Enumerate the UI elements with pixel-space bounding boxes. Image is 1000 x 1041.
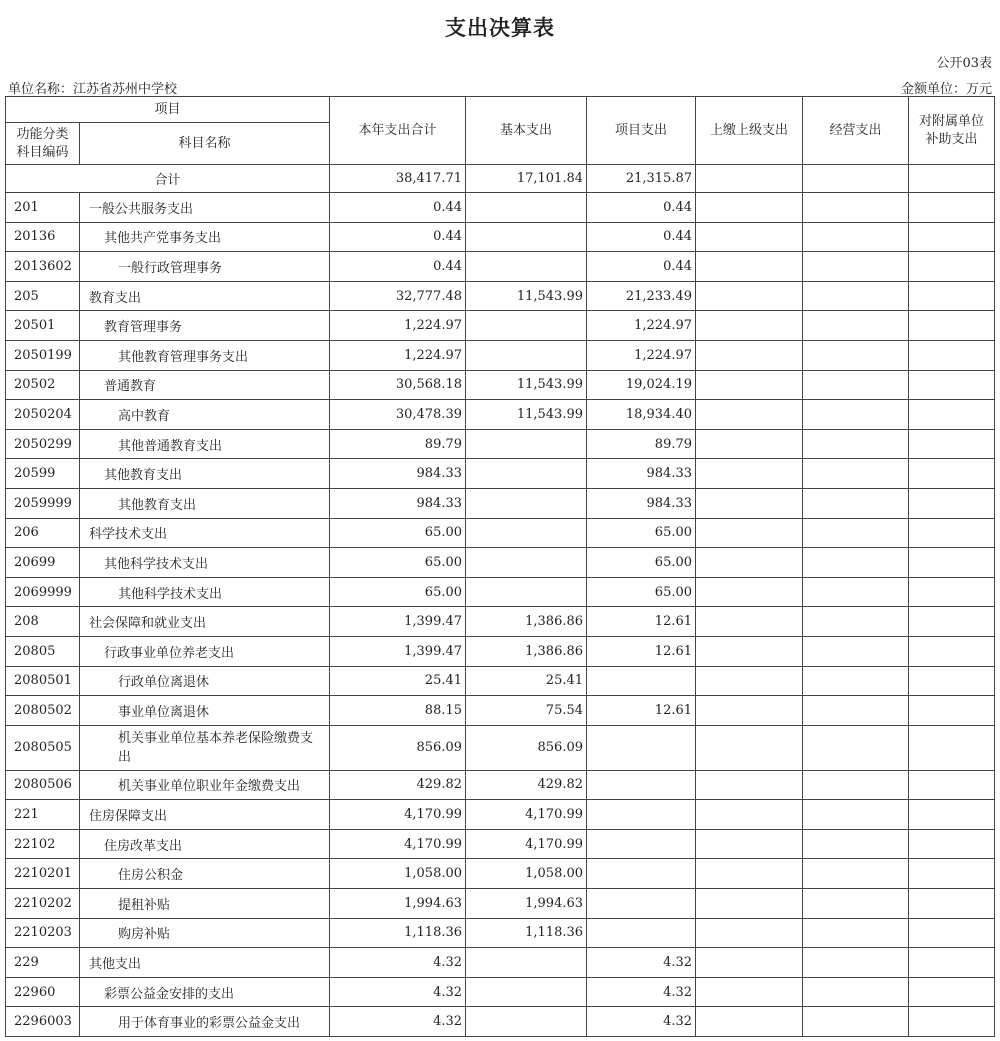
project-cell [587, 889, 696, 919]
project-cell: 89.79 [587, 429, 696, 459]
basic-cell: 1,386.86 [466, 607, 587, 637]
code-cell: 20501 [6, 311, 80, 341]
business-cell [803, 1007, 909, 1037]
subject-name-cell: 科学技术支出 [80, 518, 330, 548]
total-cell: 984.33 [330, 488, 466, 518]
total-label: 合计 [6, 165, 330, 193]
total-cell: 984.33 [330, 459, 466, 489]
upper-cell [696, 636, 803, 666]
subject-name-cell: 其他教育支出 [80, 488, 330, 518]
total-cell: 1,118.36 [330, 918, 466, 948]
basic-cell: 1,386.86 [466, 636, 587, 666]
upper-cell [696, 977, 803, 1007]
basic-cell [466, 193, 587, 223]
upper-cell [696, 800, 803, 830]
basic-cell: 429.82 [466, 770, 587, 800]
affiliated-cell [909, 459, 995, 489]
total-cell: 65.00 [330, 518, 466, 548]
basic-cell [466, 340, 587, 370]
code-cell: 20599 [6, 459, 80, 489]
total-cell: 1,994.63 [330, 889, 466, 919]
business-cell [803, 311, 909, 341]
subject-name-cell: 事业单位离退休 [80, 696, 330, 726]
affiliated-cell [909, 696, 995, 726]
upper-cell [696, 281, 803, 311]
total-cell: 856.09 [330, 725, 466, 770]
upper-cell [696, 429, 803, 459]
upper-cell [696, 1007, 803, 1037]
subject-name-cell: 用于体育事业的彩票公益金支出 [80, 1007, 330, 1037]
code-cell: 2080506 [6, 770, 80, 800]
basic-cell [466, 548, 587, 578]
unit-name-label: 单位名称：江苏省苏州中学校 [8, 82, 178, 97]
header-affiliated: 对附属单位补助支出 [909, 97, 995, 165]
affiliated-cell [909, 977, 995, 1007]
total-cell: 25.41 [330, 666, 466, 696]
basic-cell: 1,118.36 [466, 918, 587, 948]
upper-cell [696, 252, 803, 282]
table-row [6, 607, 995, 637]
code-cell: 201 [6, 193, 80, 223]
project-cell: 65.00 [587, 518, 696, 548]
business-cell [803, 636, 909, 666]
subject-name-cell: 其他教育支出 [80, 459, 330, 489]
project-cell [587, 800, 696, 830]
project-cell [587, 859, 696, 889]
business-cell [803, 459, 909, 489]
subject-name-cell: 彩票公益金安排的支出 [80, 977, 330, 1007]
code-cell: 20136 [6, 222, 80, 252]
affiliated-cell [909, 725, 995, 770]
business-cell [803, 977, 909, 1007]
code-cell: 2050299 [6, 429, 80, 459]
basic-cell [466, 1007, 587, 1037]
business-cell [803, 340, 909, 370]
total-cell: 4.32 [330, 977, 466, 1007]
upper-cell [696, 518, 803, 548]
upper-cell [696, 577, 803, 607]
basic-cell [466, 222, 587, 252]
basic-cell: 11,543.99 [466, 370, 587, 400]
project-cell [587, 829, 696, 859]
upper-cell [696, 607, 803, 637]
business-cell [803, 725, 909, 770]
total-cell: 65.00 [330, 577, 466, 607]
basic-cell: 25.41 [466, 666, 587, 696]
subject-name-cell: 其他科学技术支出 [80, 577, 330, 607]
business-cell [803, 518, 909, 548]
table-row [6, 252, 995, 282]
table-row [6, 1007, 995, 1037]
project-cell: 12.61 [587, 696, 696, 726]
total-cell: 30,568.18 [330, 370, 466, 400]
affiliated-cell [909, 636, 995, 666]
money-unit-label: 金额单位：万元 [900, 82, 992, 97]
subject-name-cell: 其他支出 [80, 948, 330, 978]
affiliated-cell [909, 518, 995, 548]
subject-name-cell: 其他教育管理事务支出 [80, 340, 330, 370]
affiliated-cell [909, 548, 995, 578]
code-cell: 22102 [6, 829, 80, 859]
total-cell: 65.00 [330, 548, 466, 578]
header-business: 经营支出 [803, 97, 909, 165]
subject-name-cell: 住房保障支出 [80, 800, 330, 830]
affiliated-cell [909, 165, 995, 193]
project-cell [587, 918, 696, 948]
table-row [6, 548, 995, 578]
basic-cell: 75.54 [466, 696, 587, 726]
business-cell [803, 800, 909, 830]
total-cell: 1,224.97 [330, 340, 466, 370]
table-row [6, 281, 995, 311]
code-cell: 2080502 [6, 696, 80, 726]
upper-cell [696, 165, 803, 193]
affiliated-cell [909, 607, 995, 637]
basic-cell [466, 459, 587, 489]
upper-cell [696, 696, 803, 726]
subject-name-cell: 机关事业单位基本养老保险缴费支出 [80, 725, 330, 770]
affiliated-cell [909, 252, 995, 282]
project-cell: 1,224.97 [587, 340, 696, 370]
table-row [6, 829, 995, 859]
table-row [6, 400, 995, 430]
business-cell [803, 770, 909, 800]
table-row [6, 488, 995, 518]
business-cell [803, 918, 909, 948]
total-cell: 89.79 [330, 429, 466, 459]
upper-cell [696, 770, 803, 800]
code-cell: 2210202 [6, 889, 80, 919]
subject-name-cell: 购房补贴 [80, 918, 330, 948]
header-subject-name: 科目名称 [80, 123, 330, 165]
table-row [6, 370, 995, 400]
table-row [6, 459, 995, 489]
total-cell: 1,399.47 [330, 607, 466, 637]
project-cell: 0.44 [587, 252, 696, 282]
upper-cell [696, 829, 803, 859]
basic-cell [466, 977, 587, 1007]
affiliated-cell [909, 281, 995, 311]
affiliated-cell [909, 1007, 995, 1037]
code-cell: 2059999 [6, 488, 80, 518]
affiliated-cell [909, 948, 995, 978]
business-cell [803, 696, 909, 726]
basic-cell: 1,994.63 [466, 889, 587, 919]
total-cell: 4,170.99 [330, 829, 466, 859]
total-cell: 1,399.47 [330, 636, 466, 666]
subject-name-cell: 其他普通教育支出 [80, 429, 330, 459]
affiliated-cell [909, 800, 995, 830]
code-cell: 22960 [6, 977, 80, 1007]
table-row [6, 948, 995, 978]
affiliated-cell [909, 918, 995, 948]
total-cell: 1,224.97 [330, 311, 466, 341]
business-cell [803, 252, 909, 282]
expenditure-table [5, 96, 995, 1037]
subject-name-cell: 教育支出 [80, 281, 330, 311]
affiliated-cell [909, 859, 995, 889]
upper-cell [696, 370, 803, 400]
project-cell [587, 770, 696, 800]
code-cell: 2050204 [6, 400, 80, 430]
total-cell: 88.15 [330, 696, 466, 726]
project-cell: 4.32 [587, 1007, 696, 1037]
header-total: 本年支出合计 [330, 97, 466, 165]
total-cell: 4.32 [330, 1007, 466, 1037]
upper-cell [696, 889, 803, 919]
total-cell: 0.44 [330, 222, 466, 252]
code-cell: 221 [6, 800, 80, 830]
upper-cell [696, 222, 803, 252]
basic-cell: 856.09 [466, 725, 587, 770]
business-cell [803, 165, 909, 193]
code-cell: 20805 [6, 636, 80, 666]
basic-cell: 4,170.99 [466, 800, 587, 830]
affiliated-cell [909, 666, 995, 696]
code-cell: 2210201 [6, 859, 80, 889]
subject-name-cell: 高中教育 [80, 400, 330, 430]
basic-cell [466, 429, 587, 459]
total-cell: 30,478.39 [330, 400, 466, 430]
table-row [6, 340, 995, 370]
code-cell: 2210203 [6, 918, 80, 948]
business-cell [803, 548, 909, 578]
code-cell: 2050199 [6, 340, 80, 370]
project-cell: 19,024.19 [587, 370, 696, 400]
upper-cell [696, 918, 803, 948]
basic-cell [466, 577, 587, 607]
basic-cell: 1,058.00 [466, 859, 587, 889]
affiliated-cell [909, 429, 995, 459]
business-cell [803, 222, 909, 252]
code-cell: 2069999 [6, 577, 80, 607]
project-cell: 0.44 [587, 193, 696, 223]
affiliated-cell [909, 889, 995, 919]
page-title: 支出决算表 [445, 15, 555, 40]
table-row [6, 518, 995, 548]
basic-cell: 17,101.84 [466, 165, 587, 193]
form-number: 公开03表 [936, 56, 992, 71]
business-cell [803, 859, 909, 889]
business-cell [803, 281, 909, 311]
basic-cell: 11,543.99 [466, 281, 587, 311]
table-row [6, 889, 995, 919]
project-cell: 984.33 [587, 459, 696, 489]
business-cell [803, 370, 909, 400]
basic-cell [466, 948, 587, 978]
table-row [6, 193, 995, 223]
total-cell: 1,058.00 [330, 859, 466, 889]
code-cell: 2080505 [6, 725, 80, 770]
project-cell: 18,934.40 [587, 400, 696, 430]
project-cell: 12.61 [587, 636, 696, 666]
upper-cell [696, 459, 803, 489]
basic-cell: 4,170.99 [466, 829, 587, 859]
header-basic: 基本支出 [466, 97, 587, 165]
header-item: 项目 [6, 97, 330, 123]
subject-name-cell: 住房公积金 [80, 859, 330, 889]
basic-cell [466, 311, 587, 341]
business-cell [803, 193, 909, 223]
code-cell: 2013602 [6, 252, 80, 282]
table-row [6, 696, 995, 726]
total-row [6, 165, 995, 193]
table-row [6, 222, 995, 252]
table-row [6, 800, 995, 830]
upper-cell [696, 340, 803, 370]
basic-cell [466, 488, 587, 518]
code-cell: 206 [6, 518, 80, 548]
project-cell: 21,233.49 [587, 281, 696, 311]
business-cell [803, 889, 909, 919]
table-row [6, 918, 995, 948]
subject-name-cell: 教育管理事务 [80, 311, 330, 341]
code-cell: 205 [6, 281, 80, 311]
subject-name-cell: 提租补贴 [80, 889, 330, 919]
basic-cell [466, 518, 587, 548]
table-row [6, 311, 995, 341]
basic-cell [466, 252, 587, 282]
project-cell: 0.44 [587, 222, 696, 252]
subject-name-cell: 一般行政管理事务 [80, 252, 330, 282]
project-cell: 984.33 [587, 488, 696, 518]
basic-cell: 11,543.99 [466, 400, 587, 430]
table-row [6, 725, 995, 770]
upper-cell [696, 193, 803, 223]
upper-cell [696, 666, 803, 696]
upper-cell [696, 488, 803, 518]
table-row [6, 666, 995, 696]
project-cell [587, 666, 696, 696]
affiliated-cell [909, 829, 995, 859]
affiliated-cell [909, 577, 995, 607]
total-cell: 32,777.48 [330, 281, 466, 311]
subject-name-cell: 社会保障和就业支出 [80, 607, 330, 637]
business-cell [803, 666, 909, 696]
subject-name-cell: 行政单位离退休 [80, 666, 330, 696]
total-cell: 38,417.71 [330, 165, 466, 193]
subject-name-cell: 机关事业单位职业年金缴费支出 [80, 770, 330, 800]
subject-name-cell: 住房改革支出 [80, 829, 330, 859]
subject-name-cell: 其他科学技术支出 [80, 548, 330, 578]
subject-name-cell: 行政事业单位养老支出 [80, 636, 330, 666]
affiliated-cell [909, 193, 995, 223]
upper-cell [696, 859, 803, 889]
upper-cell [696, 725, 803, 770]
total-cell: 4,170.99 [330, 800, 466, 830]
header-project: 项目支出 [587, 97, 696, 165]
header-upper: 上缴上级支出 [696, 97, 803, 165]
total-cell: 0.44 [330, 252, 466, 282]
code-cell: 229 [6, 948, 80, 978]
business-cell [803, 400, 909, 430]
affiliated-cell [909, 488, 995, 518]
code-cell: 20699 [6, 548, 80, 578]
table-row [6, 977, 995, 1007]
project-cell: 4.32 [587, 948, 696, 978]
project-cell: 4.32 [587, 977, 696, 1007]
business-cell [803, 429, 909, 459]
project-cell: 65.00 [587, 548, 696, 578]
affiliated-cell [909, 311, 995, 341]
code-cell: 20502 [6, 370, 80, 400]
table-row [6, 636, 995, 666]
project-cell [587, 725, 696, 770]
business-cell [803, 577, 909, 607]
upper-cell [696, 548, 803, 578]
project-cell: 21,315.87 [587, 165, 696, 193]
upper-cell [696, 400, 803, 430]
code-cell: 208 [6, 607, 80, 637]
total-cell: 4.32 [330, 948, 466, 978]
project-cell: 65.00 [587, 577, 696, 607]
business-cell [803, 948, 909, 978]
table-row [6, 770, 995, 800]
table-row [6, 859, 995, 889]
upper-cell [696, 948, 803, 978]
subject-name-cell: 一般公共服务支出 [80, 193, 330, 223]
business-cell [803, 488, 909, 518]
business-cell [803, 607, 909, 637]
business-cell [803, 829, 909, 859]
affiliated-cell [909, 400, 995, 430]
total-cell: 0.44 [330, 193, 466, 223]
upper-cell [696, 311, 803, 341]
affiliated-cell [909, 770, 995, 800]
affiliated-cell [909, 222, 995, 252]
affiliated-cell [909, 370, 995, 400]
affiliated-cell [909, 340, 995, 370]
subject-name-cell: 普通教育 [80, 370, 330, 400]
total-cell: 429.82 [330, 770, 466, 800]
subject-name-cell: 其他共产党事务支出 [80, 222, 330, 252]
table-row [6, 577, 995, 607]
table-row [6, 429, 995, 459]
code-cell: 2296003 [6, 1007, 80, 1037]
code-cell: 2080501 [6, 666, 80, 696]
header-func-code: 功能分类科目编码 [6, 123, 80, 165]
project-cell: 1,224.97 [587, 311, 696, 341]
project-cell: 12.61 [587, 607, 696, 637]
